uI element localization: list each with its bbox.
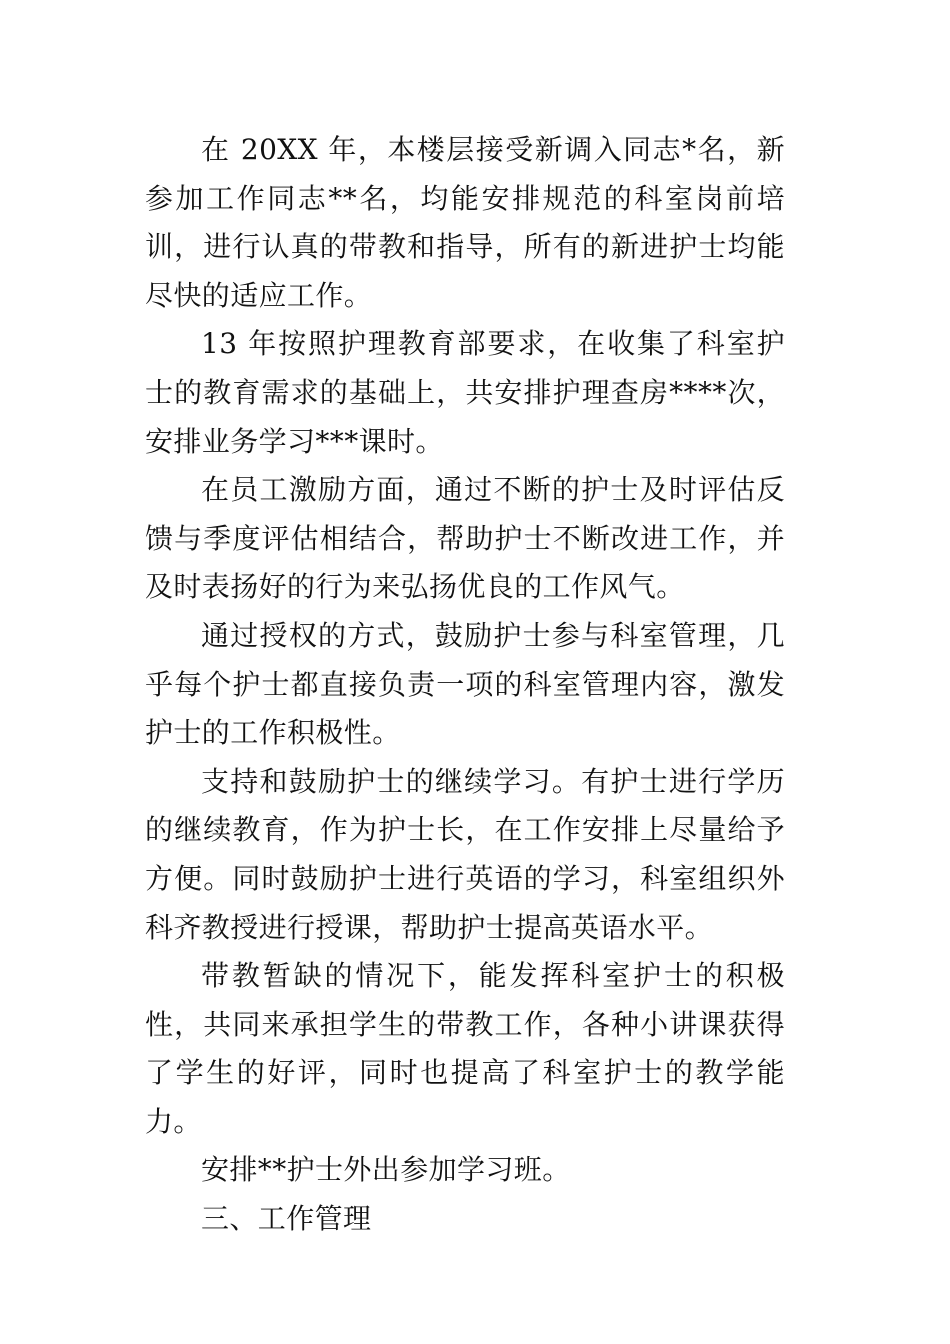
paragraph-education-plan: 13 年按照护理教育部要求，在收集了科室护士的教育需求的基础上，共安排护理查房****次，安排业务学习***课时。	[145, 327, 785, 458]
paragraph-continuing-education: 支持和鼓励护士的继续学习。有护士进行学历的继续教育，作为护士长，在工作安排上尽量给予方便。同时鼓励护士进行英语的学习，科室组织外科齐教授进行授课，帮助护士提高英语水平。	[145, 764, 785, 944]
document-page	[145, 126, 785, 1244]
section-heading-work-management: 三、工作管理	[201, 1202, 372, 1236]
paragraph-training-class: 安排**护士外出参加学习班。	[201, 1153, 571, 1187]
paragraph-new-staff-training: 在 20XX 年，本楼层接受新调入同志*名，新参加工作同志**名，均能安排规范的科室岗前培训，进行认真的带教和指导，所有的新进护士均能尽快的适应工作。	[145, 133, 785, 312]
paragraph-staff-incentive: 在员工激励方面，通过不断的护士及时评估反馈与季度评估相结合，帮助护士不断改进工作，并及时表扬好的行为来弘扬优良的工作风气。	[145, 473, 785, 604]
paragraph-student-teaching: 带教暂缺的情况下，能发挥科室护士的积极性，共同来承担学生的带教工作，各种小讲课获得了学生的好评，同时也提高了科室护士的教学能力。	[145, 959, 785, 1138]
paragraph-authorization: 通过授权的方式，鼓励护士参与科室管理，几乎每个护士都直接负责一项的科室管理内容，激发护士的工作积极性。	[145, 618, 785, 750]
